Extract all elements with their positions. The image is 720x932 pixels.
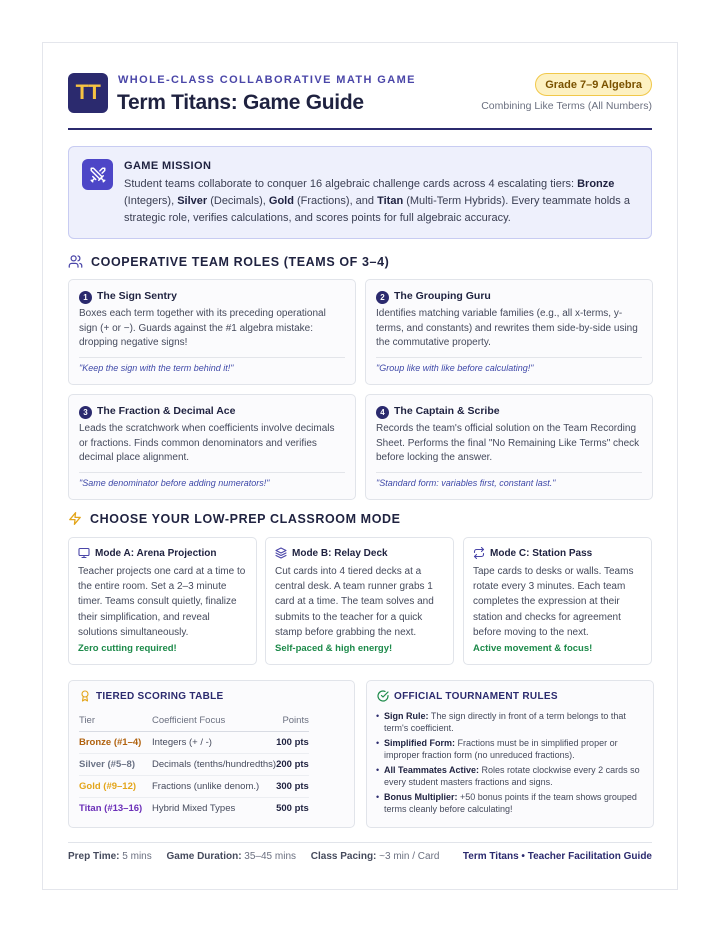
role-title: The Fraction & Decimal Ace xyxy=(97,405,236,417)
mode-card-arena xyxy=(68,537,257,665)
mode-tagline: Zero cutting required! xyxy=(78,643,177,654)
role-card-fraction-ace: 3 The Fraction & Decimal Ace Leads the scratchwork when coefficients involve decimals or fractions. Finds common denominators and verifies decimal place alignment. "Same denominator before adding numerators!" xyxy=(68,394,356,500)
check-circle-icon xyxy=(377,690,389,702)
mode-tagline: Active movement & focus! xyxy=(473,643,593,654)
mission-text: Student teams collaborate to conquer 16 algebraic challenge cards across 4 escalating tiers: Bronze (Integers), Silver (Decimals), Gold (Fractions), and Titan (Multi-Term Hybrids). Every teammate holds a strategic role, verifies calculations, and scores points for full algebraic accuracy. xyxy=(124,178,630,224)
cell-tier: Gold (#9–12) xyxy=(79,775,152,797)
cell-focus: Integers (+ / -) xyxy=(152,731,276,753)
cell-tier: Titan (#13–16) xyxy=(79,802,143,814)
role-description: Records the team's official solution on the Team Recording Sheet. Performs the final "No Remaining Like Terms" check before locking the answer. xyxy=(376,423,640,463)
grade-badge: Grade 7–9 Algebra xyxy=(535,73,652,96)
cell-points: 300 pts xyxy=(276,775,309,797)
scoring-panel xyxy=(68,680,355,828)
mode-description: Tape cards to desks or walls. Teams rotate every 3 minutes. Each team completes the expression at their station and checks for agreement before moving to the next. xyxy=(473,566,634,638)
role-description: Leads the scratchwork when coefficients involve decimals or fractions. Finds common denominators and verifies decimal place alignment. xyxy=(79,423,335,463)
table-row xyxy=(79,753,309,775)
cell-focus: Decimals (tenths/hundredths) xyxy=(152,753,276,775)
footer-credit: Term Titans • Teacher Facilitation Guide xyxy=(462,851,652,862)
role-quote: "Standard form: variables first, constant last." xyxy=(376,478,556,488)
column-header-points: Points xyxy=(276,711,309,731)
page-title: Term Titans: Game Guide xyxy=(117,91,364,114)
mission-heading: GAME MISSION xyxy=(124,160,212,172)
role-card-sign-sentry: 1 The Sign Sentry Boxes each term together with its preceding operational sign (+ or −). Guards against the #1 algebra mistake: dropping negative signs! "Keep the sign with the term behind it!" xyxy=(68,279,356,385)
modes-section-heading: CHOOSE YOUR LOW-PREP CLASSROOM MODE xyxy=(68,511,401,526)
rules-title: OFFICIAL TOURNAMENT RULES xyxy=(377,690,558,702)
column-header-focus: Coefficient Focus xyxy=(152,711,276,731)
rules-list xyxy=(376,710,643,818)
logo: TT xyxy=(68,73,108,113)
mission-box xyxy=(68,146,652,239)
header-subtitle: Combining Like Terms (All Numbers) xyxy=(481,100,652,112)
list-item: • Sign Rule: The sign directly in front of a term belongs to that term's coefficient. xyxy=(376,710,643,734)
mode-tagline: Self-paced & high energy! xyxy=(275,643,393,654)
role-quote: "Keep the sign with the term behind it!" xyxy=(79,363,234,373)
table-row xyxy=(79,731,309,753)
role-description: Identifies matching variable families (e.g., all x-terms, y-terms, and constants) and rewrites them side-by-side using the commutative property. xyxy=(376,308,638,348)
mode-title: Mode A: Arena Projection xyxy=(78,547,217,559)
footer-divider xyxy=(68,842,652,843)
tier-silver: Silver xyxy=(177,195,208,207)
medal-icon xyxy=(79,690,91,702)
footer-meta: Prep Time: 5 mins Game Duration: 35–45 mins Class Pacing: ~3 min / Card xyxy=(68,851,440,862)
mode-title: Mode C: Station Pass xyxy=(473,547,592,559)
role-quote: "Same denominator before adding numerators!" xyxy=(79,478,270,488)
mode-card-relay xyxy=(265,537,454,665)
tier-gold: Gold xyxy=(268,195,294,207)
list-item: • Bonus Multiplier: +50 bonus points if the team shows grouped terms cleanly before calculating! xyxy=(376,791,643,815)
role-title: The Sign Sentry xyxy=(97,290,177,302)
table-row xyxy=(79,775,309,797)
role-title: The Captain & Scribe xyxy=(394,405,500,417)
role-title: The Grouping Guru xyxy=(394,290,491,302)
tier-titan: Titan xyxy=(377,195,404,207)
table-row xyxy=(79,797,309,819)
tier-bronze: Bronze xyxy=(577,178,615,190)
eyebrow-label: WHOLE-CLASS COLLABORATIVE MATH GAME xyxy=(118,74,416,86)
cell-tier: Silver (#5–8) xyxy=(79,753,152,775)
scoring-table xyxy=(79,711,309,819)
cell-points: 200 pts xyxy=(276,753,309,775)
monitor-icon xyxy=(78,547,90,559)
role-card-grouping-guru: 2 The Grouping Guru Identifies matching variable families (e.g., all x-terms, y-terms, and constants) and rewrites them side-by-side using the commutative property. "Group like with like before calculating!" xyxy=(365,279,653,385)
layers-icon xyxy=(275,547,287,559)
users-icon xyxy=(68,254,83,269)
rules-panel xyxy=(366,680,654,828)
crossed-swords-icon xyxy=(82,159,113,190)
repeat-icon xyxy=(473,547,485,559)
cell-points: 100 pts xyxy=(276,731,309,753)
cell-focus: Fractions (unlike denom.) xyxy=(152,775,276,797)
table-header-row xyxy=(79,711,309,731)
mode-card-station xyxy=(463,537,652,665)
list-item: • All Teammates Active: Roles rotate clockwise every 2 cards so every student masters fractions and signs. xyxy=(376,764,643,788)
list-item: • Simplified Form: Fractions must be in simplified proper or improper fraction form (no unreduced fractions). xyxy=(376,737,643,761)
column-header-tier: Tier xyxy=(79,711,152,731)
scoring-title: TIERED SCORING TABLE xyxy=(79,690,223,702)
game-guide-page xyxy=(42,42,678,890)
role-quote: "Group like with like before calculating!" xyxy=(376,363,534,373)
cell-points: 500 pts xyxy=(276,802,309,814)
cell-tier: Bronze (#1–4) xyxy=(79,731,152,753)
header-divider xyxy=(68,128,652,130)
lightning-icon xyxy=(68,511,82,526)
roles-section-heading: COOPERATIVE TEAM ROLES (TEAMS OF 3–4) xyxy=(68,254,389,269)
mode-title: Mode B: Relay Deck xyxy=(275,547,388,559)
mode-description: Teacher projects one card at a time to the entire room. Set a 2–3 minute timer. Teams consult quietly, finalize their simplification, and reveal solutions simultaneously. xyxy=(78,566,246,638)
mode-description: Cut cards into 4 tiered decks at a central desk. A team runner grabs 1 card at a time. The team solves and submits to the teacher for a quick stamp before grabbing the next. xyxy=(275,566,434,638)
cell-focus: Hybrid Mixed Types xyxy=(152,802,236,814)
role-card-captain-scribe: 4 The Captain & Scribe Records the team's official solution on the Team Recording Sheet. Performs the final "No Remaining Like Terms" check before locking the answer. "Standard form: variables first, constant last." xyxy=(365,394,653,500)
role-description: Boxes each term together with its preceding operational sign (+ or −). Guards against the #1 algebra mistake: dropping negative signs! xyxy=(79,308,326,348)
